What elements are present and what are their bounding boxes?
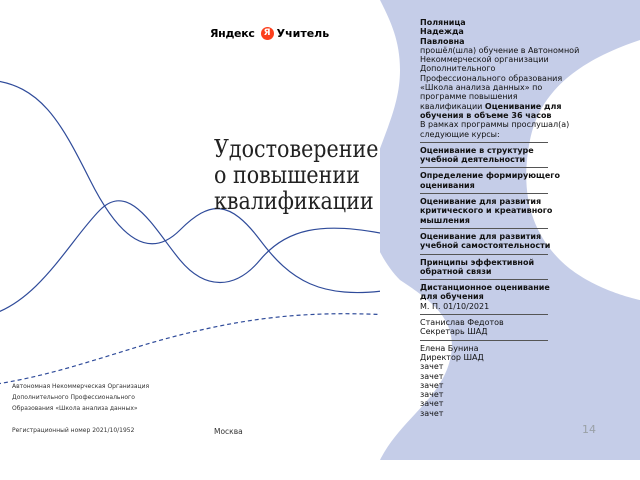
course-title: оценивания bbox=[420, 180, 475, 190]
signer-name: Станислав Федотов bbox=[420, 318, 504, 328]
uchitel-logo-icon: Я bbox=[261, 27, 274, 40]
course-result: зачет bbox=[420, 371, 444, 381]
certificate-details bbox=[420, 18, 595, 418]
course-title: обратной связи bbox=[420, 266, 492, 276]
city: Москва bbox=[214, 427, 243, 436]
program-name: Оценивание для bbox=[484, 101, 562, 111]
course-result: зачет bbox=[420, 380, 444, 390]
wave-lines-decoration bbox=[0, 60, 380, 390]
course-title: для обучения bbox=[420, 292, 484, 302]
course-title: Дистанционное оценивание bbox=[420, 283, 550, 293]
signer-role: Секретарь ШАД bbox=[420, 327, 488, 337]
signer-role: Директор ШАД bbox=[420, 352, 484, 362]
certificate-title bbox=[214, 135, 379, 215]
title-line: о повышении bbox=[214, 161, 360, 189]
stamp-date: М. П. 01/10/2021 bbox=[420, 301, 490, 311]
course-title: мышления bbox=[420, 215, 470, 225]
text-fragment: квалификации bbox=[420, 101, 485, 111]
first-name: Надежда bbox=[420, 27, 464, 37]
registration-number: Регистрационный номер 2021/10/1952 bbox=[12, 427, 135, 434]
course-title: учебной самостоятельности bbox=[420, 241, 551, 251]
text-line: программе повышения bbox=[420, 92, 518, 102]
text-line: Профессионального образования bbox=[420, 73, 563, 83]
course-result: зачет bbox=[420, 399, 444, 409]
org-line: Автономная Некоммерческая Организация bbox=[12, 383, 150, 390]
program-volume: обучения в объеме 36 часов bbox=[420, 110, 552, 120]
course-title: Определение формирующего bbox=[420, 171, 560, 181]
uchitel-logo-text: Учитель bbox=[276, 26, 330, 40]
yandex-logo: Яндекс bbox=[210, 26, 255, 40]
text-line bbox=[420, 102, 595, 111]
uchitel-logo bbox=[261, 27, 330, 40]
page-number: 14 bbox=[582, 423, 596, 436]
course-title: критического и креативного bbox=[420, 206, 553, 216]
course-result: зачет bbox=[420, 362, 444, 372]
text-line: следующие курсы: bbox=[420, 129, 500, 139]
text-line: «Школа анализа данных» по bbox=[420, 83, 543, 93]
text-line: Некоммерческой организации bbox=[420, 55, 549, 65]
text-line: В рамках программы прослушал(а) bbox=[420, 120, 570, 130]
title-line: Удостоверение bbox=[214, 135, 379, 163]
course-title: учебной деятельности bbox=[420, 155, 526, 165]
text-line: Дополнительного bbox=[420, 64, 496, 74]
title-line: квалификации bbox=[214, 187, 374, 215]
course-title: Принципы эффективной bbox=[420, 257, 535, 267]
course-result: зачет bbox=[420, 390, 444, 400]
org-line: Дополнительного Профессионального bbox=[12, 394, 135, 401]
org-line: Образования «Школа анализа данных» bbox=[12, 405, 138, 412]
patronymic: Павловна bbox=[420, 36, 465, 46]
organization-name bbox=[12, 381, 202, 414]
surname: Поляница bbox=[420, 18, 466, 27]
text-line: прошёл(шла) обучение в Автономной bbox=[420, 45, 580, 55]
course-result: зачет bbox=[420, 408, 444, 418]
course-title: Оценивание в структуре bbox=[420, 145, 534, 155]
course-title: Оценивание для развития bbox=[420, 197, 542, 207]
course-title: Оценивание для развития bbox=[420, 231, 542, 241]
signer-name: Елена Бунина bbox=[420, 343, 479, 353]
logos bbox=[210, 24, 329, 42]
